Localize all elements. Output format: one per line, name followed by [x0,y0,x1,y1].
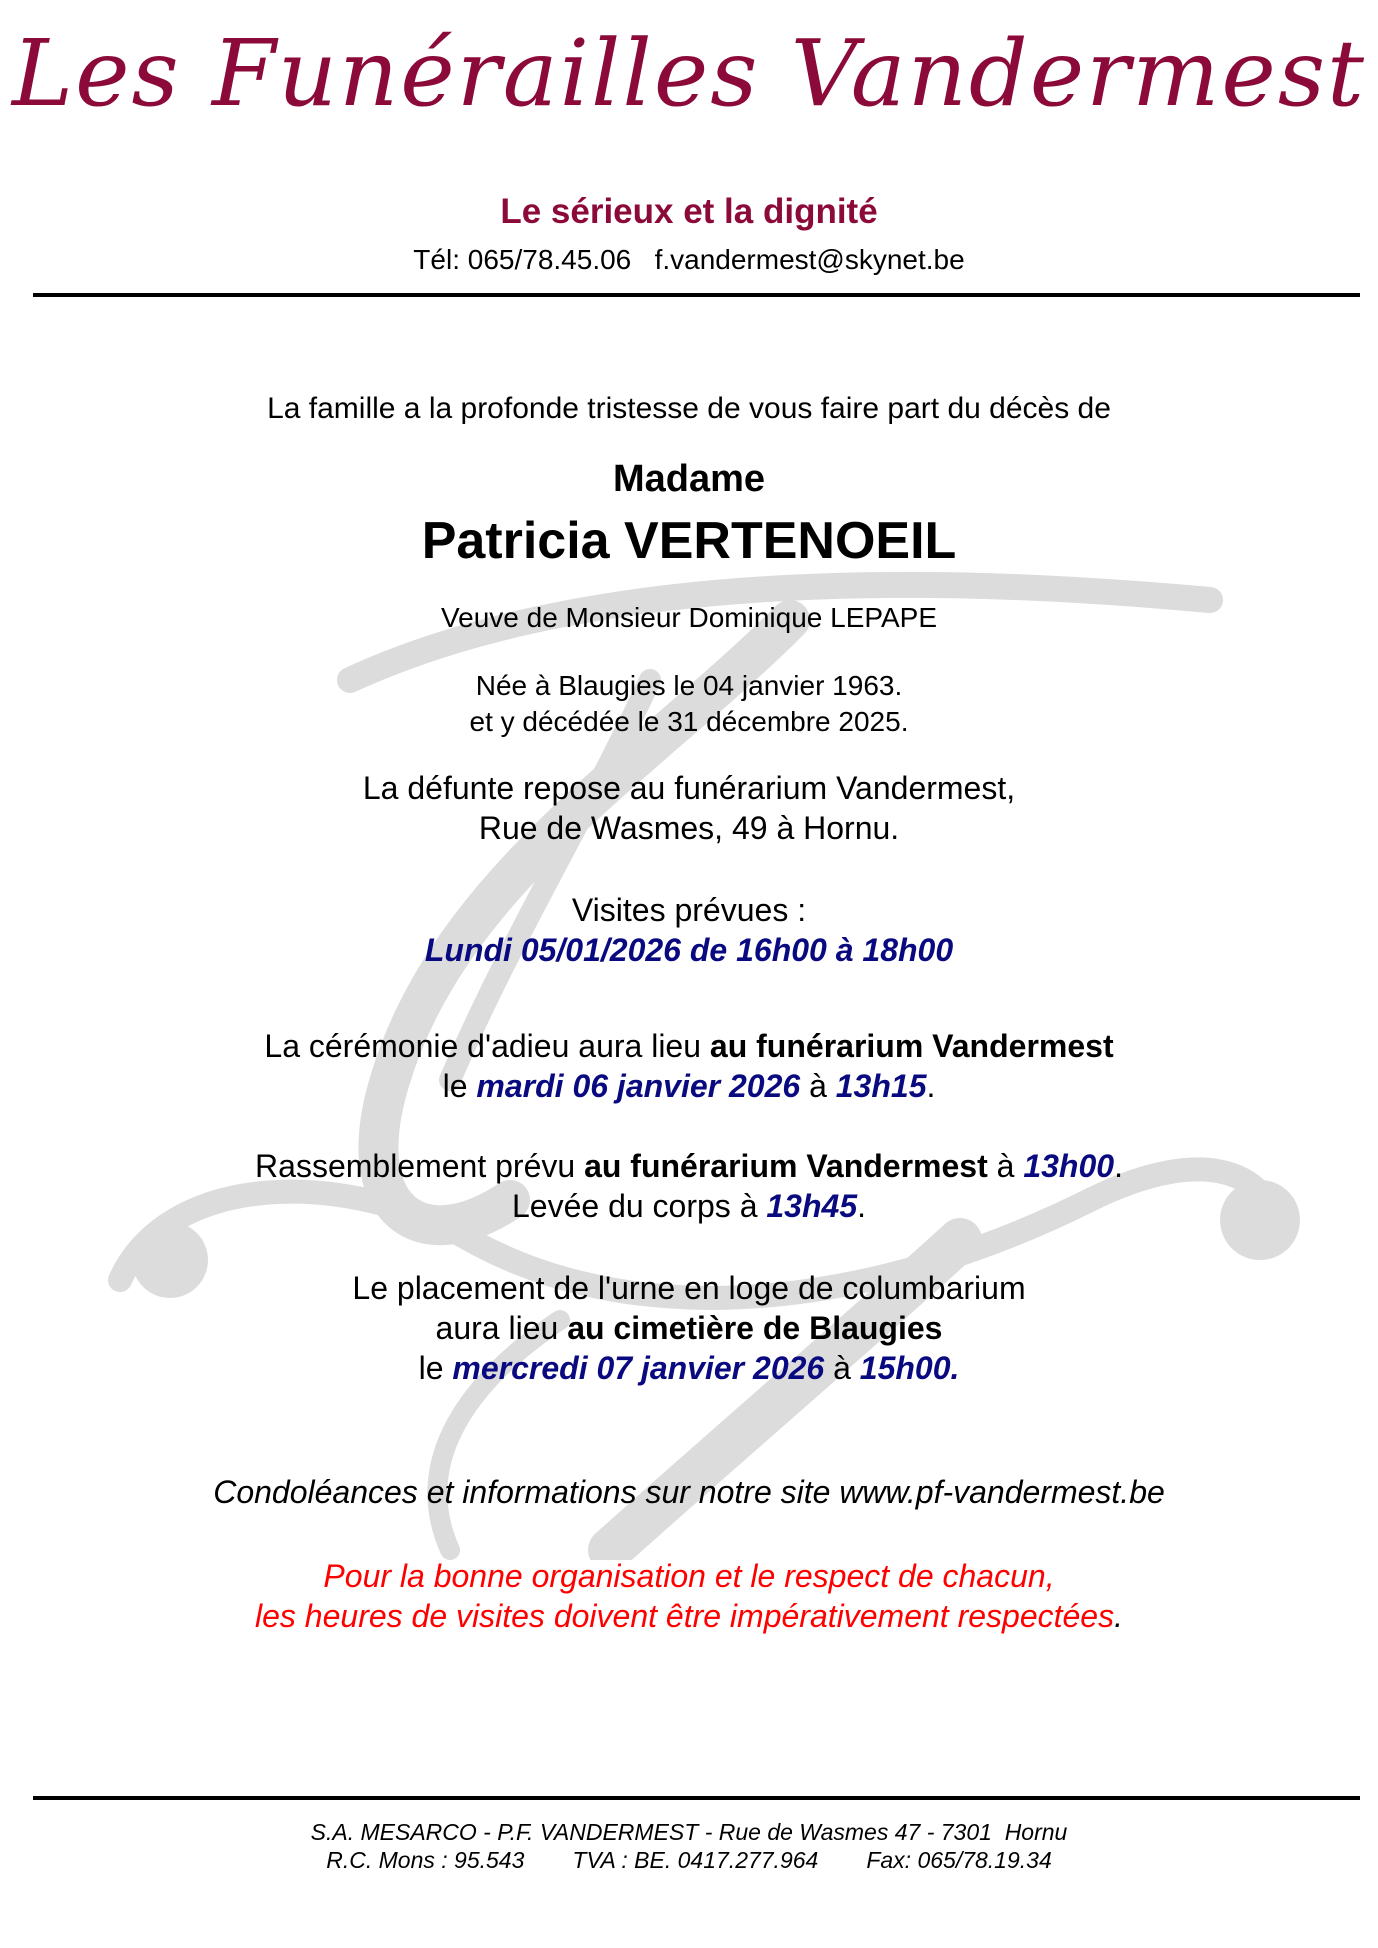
ceremony-le: le [442,1068,477,1104]
ceremony-a: à [800,1068,836,1104]
warning-end: . [1114,1598,1123,1634]
gathering-text: Rassemblement prévu [255,1148,585,1184]
visits-value: Lundi 05/01/2026 de 16h00 à 18h00 [424,932,954,968]
gathering-line-1 [0,1146,1378,1186]
urn-line-1: Le placement de l'urne en loge de columbarium [352,1270,1026,1306]
ceremony-line-2 [0,1066,1378,1106]
ceremony-line-1 [0,1026,1378,1066]
ceremony-time: 13h15 [835,1068,927,1104]
urn-line-2 [0,1308,1378,1348]
condolences-text: Condoléances et informations sur notre site www.pf-vandermest.be [213,1474,1165,1510]
birth-text: Née à Blaugies le 04 janvier 1963. [475,670,903,701]
footer-line-2 [0,1846,1378,1874]
footer-rc: R.C. Mons : 95.543 [326,1847,525,1873]
ceremony-end: . [926,1068,936,1104]
gathering-time: 13h00 [1023,1148,1115,1184]
levee-label: Levée du corps à [511,1188,767,1224]
gathering-a: à [987,1148,1024,1184]
deceased-name: Patricia VERTENOEIL [421,512,957,570]
header-divider [33,293,1360,297]
urn-a: à [824,1350,860,1386]
levee-end: . [857,1188,866,1224]
repose-line-1: La défunte repose au funérarium Vandermest, [362,770,1016,806]
urn-place: au cimetière de Blaugies [567,1310,943,1346]
footer-fax: Fax: 065/78.19.34 [866,1847,1052,1873]
levee-line [0,1186,1378,1226]
urn-prefix: aura lieu [435,1310,568,1346]
ceremony-place: au funérarium Vandermest [709,1028,1114,1064]
levee-time: 13h45 [766,1188,858,1224]
warning-line-2 [0,1596,1378,1636]
ceremony-text: La cérémonie d'adieu aura lieu [264,1028,710,1064]
repose-line-2: Rue de Wasmes, 49 à Hornu. [478,810,900,846]
death-text: et y décédée le 31 décembre 2025. [469,706,909,737]
tagline: Le sérieux et la dignité [500,192,878,231]
footer-tva: TVA : BE. 0417.277.964 [572,1847,819,1873]
visits-label: Visites prévues : [571,892,807,928]
footer-line-1: S.A. MESARCO - P.F. VANDERMEST - Rue de Wasmes 47 - 7301 Hornu [310,1819,1068,1845]
deceased-title: Madame [612,458,766,500]
gathering-end: . [1114,1148,1123,1184]
warning-line-1: Pour la bonne organisation et le respect de chacun, [323,1558,1055,1594]
gathering-place: au funérarium Vandermest [584,1148,988,1184]
ceremony-date: mardi 06 janvier 2026 [476,1068,801,1104]
intro-text: La famille a la profonde tristesse de vous faire part du décès de [267,392,1111,425]
spouse-text: Veuve de Monsieur Dominique LEPAPE [441,602,937,633]
contact-info: Tél: 065/78.45.06 f.vandermest@skynet.be [413,244,965,275]
warning-text: les heures de visites doivent être impérativement respectées [255,1598,1115,1634]
urn-date: mercredi 07 janvier 2026 [452,1350,825,1386]
urn-le: le [418,1350,453,1386]
urn-time: 15h00. [859,1350,960,1386]
footer-divider [33,1796,1360,1800]
brand-title: Les Funérailles Vandermest [11,20,1367,127]
urn-line-3 [0,1348,1378,1388]
